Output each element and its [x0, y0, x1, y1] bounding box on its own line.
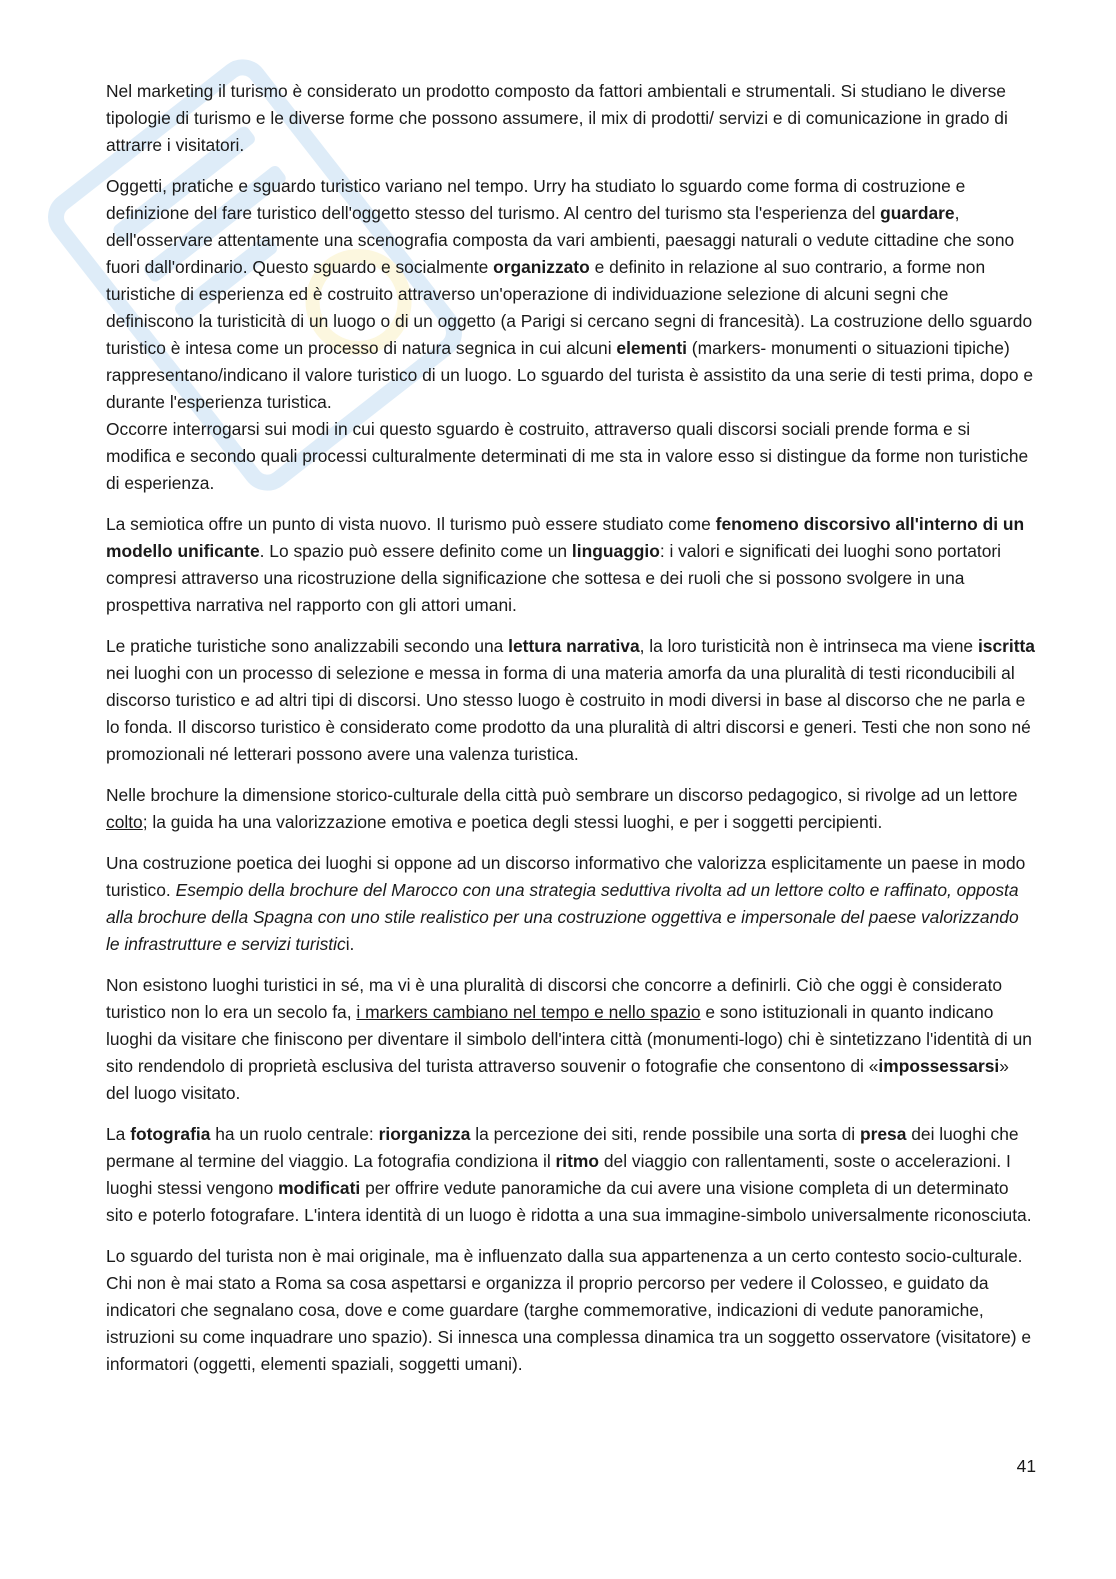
text-segment: modificati — [278, 1178, 361, 1198]
paragraph — [106, 511, 1036, 619]
text-segment: organizzato — [493, 257, 590, 277]
text-segment: (markers- monumenti o situazioni tipiche) rappresentano/indicano il valore turistico di un luogo. Lo sguardo del turista è assistito da una serie di testi prima, dopo e durante l'esperienza turistica. — [106, 338, 1034, 412]
text-segment: e sono istituzionali in quanto indicano luoghi da visitare che finiscono per diventare il simbolo dell'intera città (monumenti-logo) chi è sintetizzano l'identità di un sito rendendolo di proprietà esclusiva del turista attraverso souvenir o fotografie che consentono di « — [106, 1002, 1032, 1076]
document-body — [106, 78, 1036, 1392]
text-segment: ha un ruolo centrale: — [210, 1124, 379, 1144]
text-segment: e definito in relazione al suo contrario, a forme non turistiche di esperienza ed è costruito attraverso un'operazione di individuazione selezione di alcuni segni che definiscono la turisticità di un luogo o di un oggetto (a Parigi si cercano segni di francesità). La costruzione dello sguardo turistico è intesa come un processo di natura segnica in cui alcuni — [106, 257, 1033, 358]
paragraph — [106, 972, 1036, 1107]
text-segment: ritmo — [555, 1151, 600, 1171]
text-segment: nei luoghi con un processo di selezione e messa in forma di una materia amorfa da una pluralità di testi riconducibili al discorso turistico e ad altri tipi di discorsi. Uno stesso luogo è costruito in modi diversi in base al discorso che ne parla e lo fonda. Il discorso turistico è considerato come prodotto da una pluralità di altri discorsi e generi. Testi che non sono né promozionali né letterari possono avere una valenza turistica. — [106, 663, 1031, 764]
text-segment: » del luogo visitato. — [106, 1056, 1009, 1103]
text-segment: iscritta — [977, 636, 1035, 656]
text-segment: Una costruzione poetica dei luoghi si oppone ad un discorso informativo che valorizza esplicitamente un paese in modo turistico. — [106, 853, 1026, 900]
text-segment: lettura narrativa — [508, 636, 640, 656]
text-segment: colto — [106, 812, 143, 832]
text-segment: Esempio della brochure del Marocco con una strategia seduttiva rivolta ad un lettore colto e raffinato, opposta alla brochure della Spagna con uno stile realistico per una costruzione oggettiva e impersonale del paese valorizzando le infrastrutture e servizi turistic — [106, 880, 1019, 954]
text-segment: Occorre interrogarsi sui modi in cui questo sguardo è costruito, attraverso quali discorsi sociali prende forma e si modifica e secondo quali processi culturalmente determinati di me sta in valore esso si distingue da forme non turistiche di esperienza. — [106, 419, 1029, 493]
text-segment: La semiotica offre un punto di vista nuovo. Il turismo può essere studiato come — [106, 514, 716, 534]
text-segment: elementi — [616, 338, 687, 358]
text-segment: la percezione dei siti, rende possibile una sorta di — [470, 1124, 860, 1144]
text-segment: Non esistono luoghi turistici in sé, ma vi è una pluralità di discorsi che concorre a definirli. Ciò che oggi è considerato turistico non lo era un secolo fa, — [106, 975, 1003, 1022]
text-segment: dei luoghi che permane al termine del viaggio. La fotografia condiziona il — [106, 1124, 1019, 1171]
text-segment: fenomeno discorsivo all'interno di un modello unificante — [106, 514, 1025, 561]
paragraph — [106, 1121, 1036, 1229]
text-segment: del viaggio con rallentamenti, soste o accelerazioni. I luoghi stessi vengono — [106, 1151, 1011, 1198]
text-segment: La — [106, 1124, 131, 1144]
text-segment: riorganizza — [378, 1124, 471, 1144]
text-segment: , la loro turisticità non è intrinseca ma viene — [639, 636, 978, 656]
text-segment: Le pratiche turistiche sono analizzabili secondo una — [106, 636, 509, 656]
text-segment: linguaggio — [571, 541, 660, 561]
paragraph — [106, 633, 1036, 768]
text-segment: Oggetti, pratiche e sguardo turistico variano nel tempo. Urry ha studiato lo sguardo come forma di costruzione e definizione del fare turistico dell'oggetto stesso del turismo. Al centro del turismo sta l'esperienza del — [106, 176, 966, 223]
text-segment: guardare — [880, 203, 955, 223]
text-segment: , dell'osservare attentamente una scenografia composta da vari ambienti, paesaggi naturali o vedute cittadine che sono fuori dall'ordinario. Questo sguardo e socialmente — [106, 203, 1015, 277]
text-segment: i markers cambiano nel tempo e nello spazio — [356, 1002, 701, 1022]
paragraph — [106, 782, 1036, 836]
text-segment: . Lo spazio può essere definito come un — [259, 541, 572, 561]
paragraph — [106, 850, 1036, 958]
text-segment: Nel marketing il turismo è considerato un prodotto composto da fattori ambientali e strumentali. Si studiano le diverse tipologie di turismo e le diverse forme che possono assumere, il mix di prodotti/ servizi e di comunicazione in grado di attrarre i visitatori. — [106, 81, 1008, 155]
text-segment: i. — [345, 934, 355, 954]
text-segment: impossessarsi — [878, 1056, 1000, 1076]
text-segment: : i valori e significati dei luoghi sono portatori compresi attraverso una ricostruzione della significazione che sottesa e dei ruoli che si possono svolgere in una prospettiva narrativa nel rapporto con gli attori umani. — [106, 541, 1002, 615]
paragraph — [106, 173, 1036, 497]
text-segment: Nelle brochure la dimensione storico-culturale della città può sembrare un discorso pedagogico, si rivolge ad un lettore — [106, 785, 1018, 805]
text-segment: Lo sguardo del turista non è mai originale, ma è influenzato dalla sua appartenenza a un certo contesto socio-culturale. Chi non è mai stato a Roma sa cosa aspettarsi e organizza il proprio percorso per vedere il Colosseo, e guidato da indicatori che segnalano cosa, dove e come guardare (targhe commemorative, indicazioni di vedute panoramiche, istruzioni su come inquadrare uno spazio). Si innesca una complessa dinamica tra un soggetto osservatore (visitatore) e informatori (oggetti, elementi spaziali, soggetti umani). — [106, 1246, 1032, 1374]
text-segment: ; la guida ha una valorizzazione emotiva e poetica degli stessi luoghi, e per i soggetti percipienti. — [142, 812, 883, 832]
text-segment: per offrire vedute panoramiche da cui avere una visione completa di un determinato sito e poterlo fotografare. L'intera identità di un luogo è ridotta a una sua immagine-simbolo universalmente riconosciuta. — [106, 1178, 1032, 1225]
paragraph — [106, 78, 1036, 159]
paragraph — [106, 1243, 1036, 1378]
text-segment: fotografia — [130, 1124, 211, 1144]
text-segment: presa — [860, 1124, 907, 1144]
page-number: 41 — [1016, 1456, 1036, 1476]
